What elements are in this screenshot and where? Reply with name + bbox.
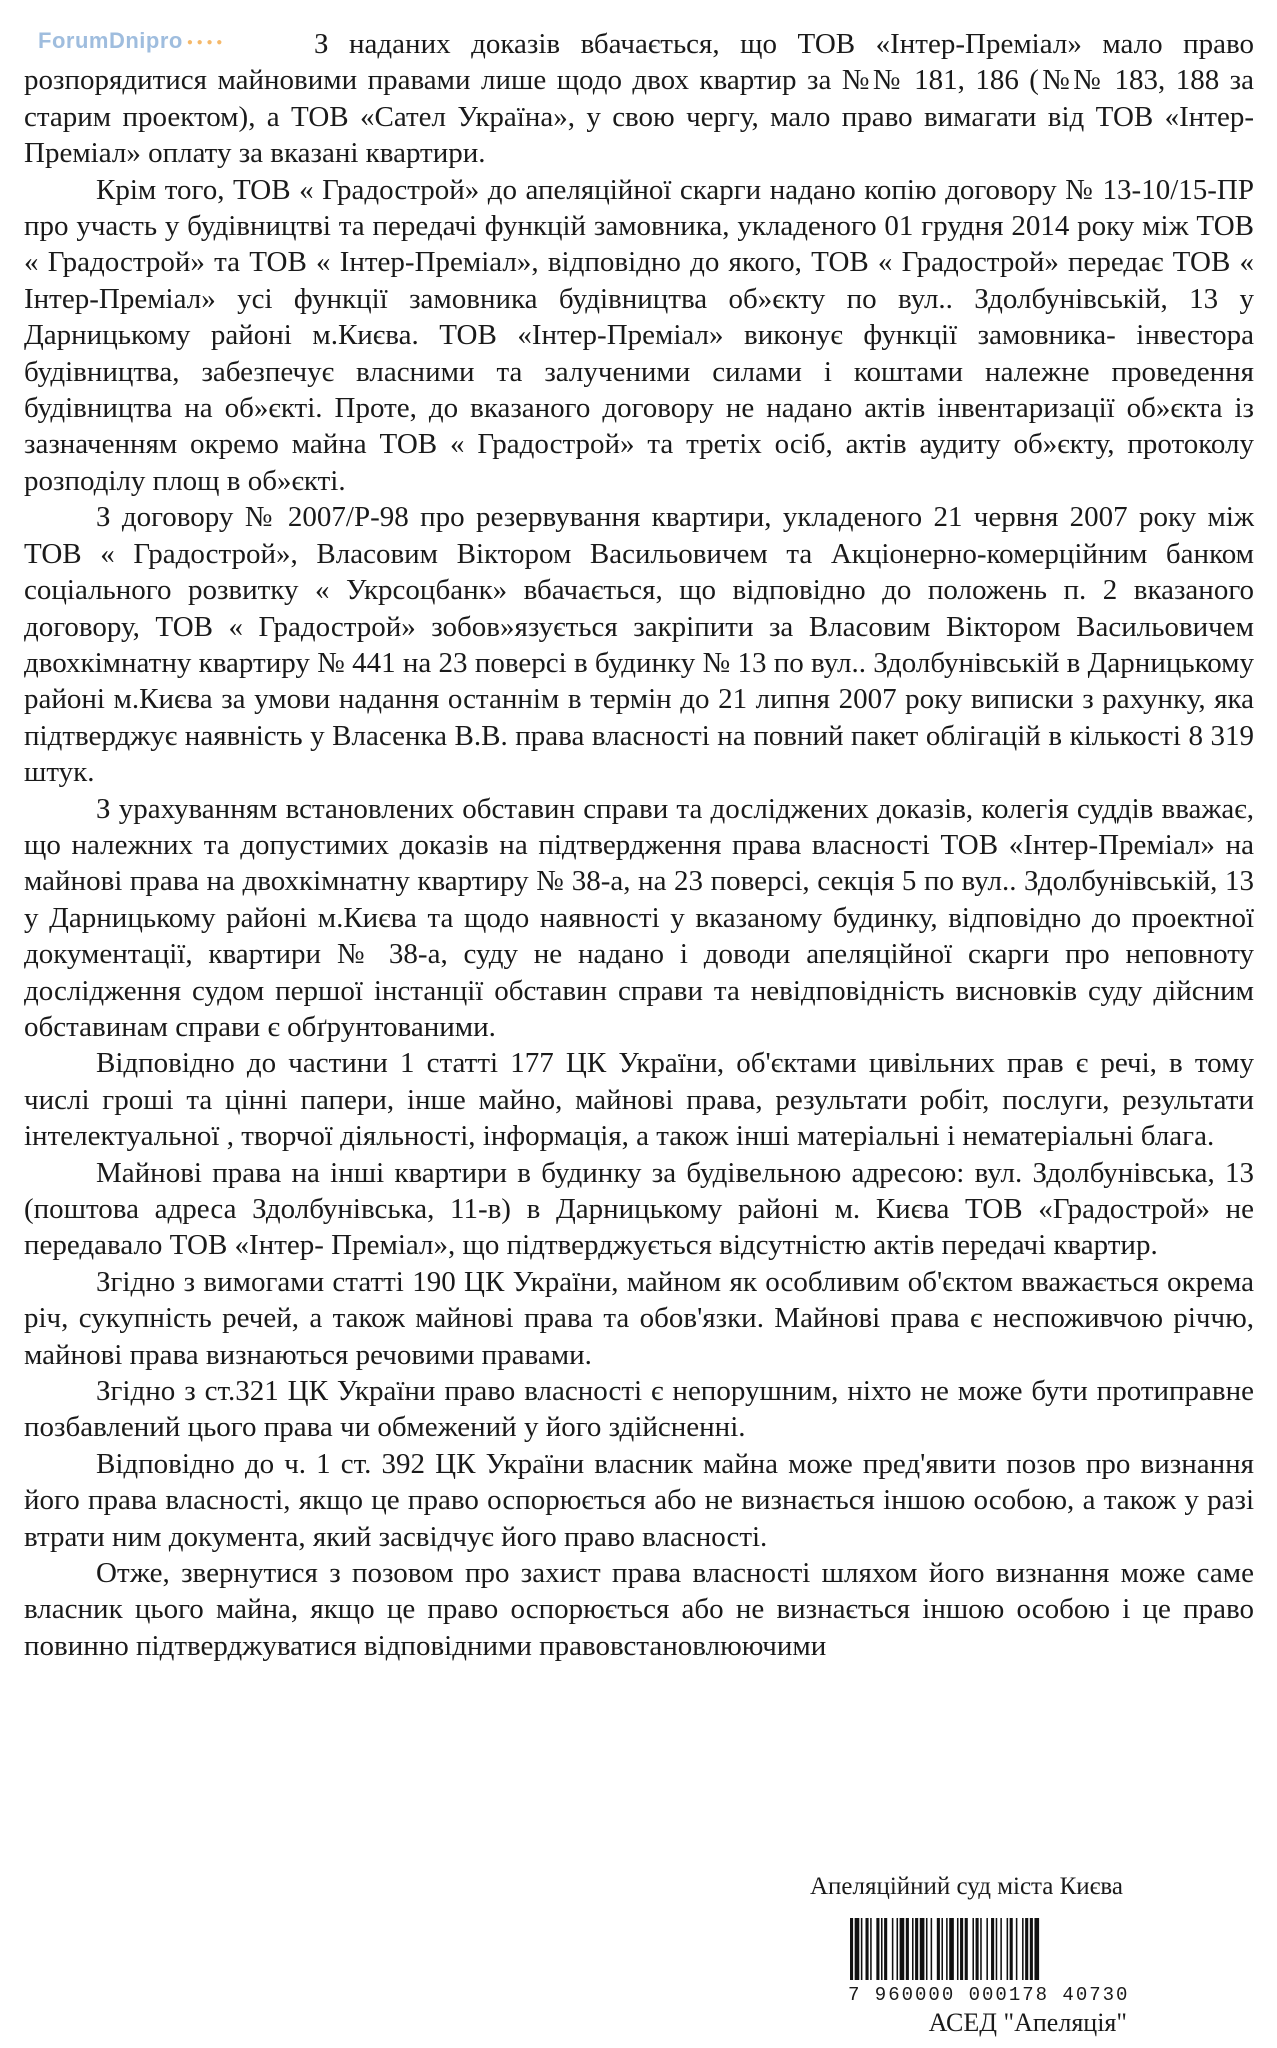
barcode-bar bbox=[850, 1918, 853, 1980]
barcode-bar bbox=[926, 1918, 928, 1980]
paragraph: Отже, звернутися з позовом про захист права власності шляхом його визнання може саме власник цього майна, якщо це право оспорюється або не визнається іншою особою і це право повинно підтверджуватися відповідними правовстановлюючими bbox=[24, 1557, 1254, 1662]
barcode-bar bbox=[920, 1918, 925, 1980]
paragraph: Згідно з ст.321 ЦК України право власності є непорушним, ніхто не може бути протиправне позбавлений цього права чи обмежений у його здійсненні. bbox=[24, 1375, 1254, 1444]
barcode-bar bbox=[976, 1918, 979, 1980]
barcode-bar bbox=[855, 1918, 860, 1980]
barcode-bar bbox=[1000, 1918, 1002, 1980]
barcode-bar bbox=[900, 1918, 905, 1980]
barcode-bar bbox=[949, 1918, 954, 1980]
barcode-bar bbox=[941, 1918, 943, 1980]
barcode-bar bbox=[892, 1918, 894, 1980]
barcode-bar bbox=[1034, 1918, 1039, 1980]
barcode-bar bbox=[986, 1918, 988, 1980]
barcode-bar bbox=[996, 1918, 998, 1980]
barcode-bar bbox=[861, 1918, 863, 1980]
barcode-bar bbox=[1025, 1918, 1028, 1980]
paragraph: Майнові права на інші квартири в будинку за будівельною адресою: вул. Здолбунівська, 13 (поштова адреса Здолбунівська, 11-в) в Дарницькому районі м. Києва ТОВ «Градострой» не передавало ТОВ «Інтер- Преміал», що підтверджується відсутністю актів передачі квартир. bbox=[24, 1156, 1254, 1262]
barcode-bar bbox=[915, 1918, 918, 1980]
barcode-bar bbox=[881, 1918, 883, 1980]
barcode-bar bbox=[906, 1918, 909, 1980]
barcode-bar bbox=[960, 1918, 963, 1980]
barcode-block bbox=[848, 1918, 1130, 2006]
barcode-bar bbox=[866, 1918, 869, 1980]
paragraph: Згідно з вимогами статті 190 ЦК України, майном як особливим об'єктом вважається окрема річ, сукупність речей, а також майнові права та обов'язки. Майнові права є неспоживчою річчю, майнові права визнаються речовими правами. bbox=[24, 1265, 1254, 1371]
barcode-bar bbox=[1010, 1918, 1013, 1980]
barcode-bar bbox=[972, 1918, 974, 1980]
barcode-bar bbox=[870, 1918, 872, 1980]
barcode-bar bbox=[1022, 1918, 1024, 1980]
barcode-number: 7 960000 000178 40730 bbox=[848, 1984, 1130, 2006]
barcode-bar bbox=[931, 1918, 933, 1980]
court-name-label: Апеляційний суд міста Києва bbox=[809, 1873, 1123, 1900]
barcode-bar bbox=[1007, 1918, 1009, 1980]
paragraph: З договору № 2007/Р-98 про резервування квартири, укладеного 21 червня 2007 року між ТОВ « Градострой», Власовим Віктором Васильовичем та Акціонерно-комерційним банком соціального розвитку « Укрсоцбанк» вбачається, що відповідно до положень п. 2 вказаного договору, ТОВ « Градострой» зобов»язується закріпити за Власовим Віктором Васильовичем двохкімнатну квартиру № 441 на 23 поверсі в будинку № 13 по вул.. Здолбунівській в Дарницькому районі м.Києва за умови надання останнім в термін до 21 липня 2007 року виписки з рахунку, яка підтверджує наявність у Власенка В.В. права власності на повний пакет облігацій в кількості 8 319 штук. bbox=[24, 501, 1254, 789]
paragraph: Крім того, ТОВ « Градострой» до апеляційної скарги надано копію договору № 13-10/15-ПР про участь у будівництві та передачі функцій замовника, укладеного 01 грудня 2014 року між ТОВ « Градострой» та ТОВ « Інтер-Преміал», відповідно до якого, ТОВ « Градострой» передає ТОВ « Інтер-Преміал» усі функції замовника будівництва об»єкту по вул.. Здолбунівській, 13 у Дарницькому районі м.Києва. ТОВ «Інтер-Преміал» виконує функції замовника- інвестора будівництва, забезпечує власними та залученими силами і коштами належне проведення будівництва на об»єкті. Проте, до вказаного договору не надано актів інвентаризації об»єкта із зазначенням окремо майна ТОВ « Градострой» та третіх осіб, актів аудиту об»єкту, протоколу розподілу площ в об»єкті. bbox=[24, 173, 1254, 497]
barcode-bar bbox=[884, 1918, 887, 1980]
barcode-bar bbox=[980, 1918, 982, 1980]
barcode-bar bbox=[937, 1918, 940, 1980]
system-label: АСЕД "Апеляція" bbox=[928, 2008, 1127, 2037]
paragraph: Відповідно до частини 1 статті 177 ЦК України, об'єктами цивільних прав є речі, в тому числі гроші та цінні папери, інше майно, майнові права, результати робіт, послуги, результати інтелектуальної , творчої діяльності, інформація, а також інші матеріальні і нематеріальні блага. bbox=[24, 1047, 1254, 1153]
barcode-bar bbox=[965, 1918, 968, 1980]
barcode-bar bbox=[991, 1918, 994, 1980]
watermark-text: ForumDnipro bbox=[38, 28, 183, 53]
watermark-dots-icon: ● ● ● ● bbox=[186, 36, 223, 48]
barcode-bar bbox=[897, 1918, 899, 1980]
barcode-bar bbox=[912, 1918, 914, 1980]
barcode-bar bbox=[1016, 1918, 1018, 1980]
barcode-icon bbox=[848, 1918, 1124, 1980]
paragraph: З наданих доказів вбачається, що ТОВ «Інтер-Преміал» мало право розпорядитися майновими правами лише щодо двох квартир за №№ 181, 186 (№№ 183, 188 за старим проектом), а ТОВ «Сател Україна», у свою чергу, мало право вимагати від ТОВ «Інтер-Преміал» оплату за вказані квартири. bbox=[24, 28, 1254, 170]
barcode-bar bbox=[876, 1918, 879, 1980]
paragraph: З урахуванням встановлених обставин справи та досліджених доказів, колегія суддів вважає, що належних та допустимих доказів на підтвердження права власності ТОВ «Інтер-Преміал» на майнові права на двохкімнатну квартиру № 38-а, на 23 поверсі, секція 5 по вул.. Здолбунівській, 13 у Дарницькому районі м.Києва та щодо наявності у вказаному будинку, відповідно до проектної документації, квартири № 38-а, суду не надано і доводи апеляційної скарги про неповноту дослідження судом першої інстанції обставин справи та невідповідність висновків суду дійсним обставинам справи є обґрунтованими. bbox=[24, 792, 1254, 1043]
barcode-bar bbox=[957, 1918, 959, 1980]
paragraph: Відповідно до ч. 1 ст. 392 ЦК України власник майна може пред'явити позов про визнання його права власності, якщо це право оспорюється або не визнається іншою особою, а також у разі втрати ним документа, який засвідчує його право власності. bbox=[24, 1447, 1254, 1553]
barcode-bar bbox=[1030, 1918, 1033, 1980]
document-body bbox=[24, 26, 1254, 1664]
barcode-bar bbox=[946, 1918, 948, 1980]
